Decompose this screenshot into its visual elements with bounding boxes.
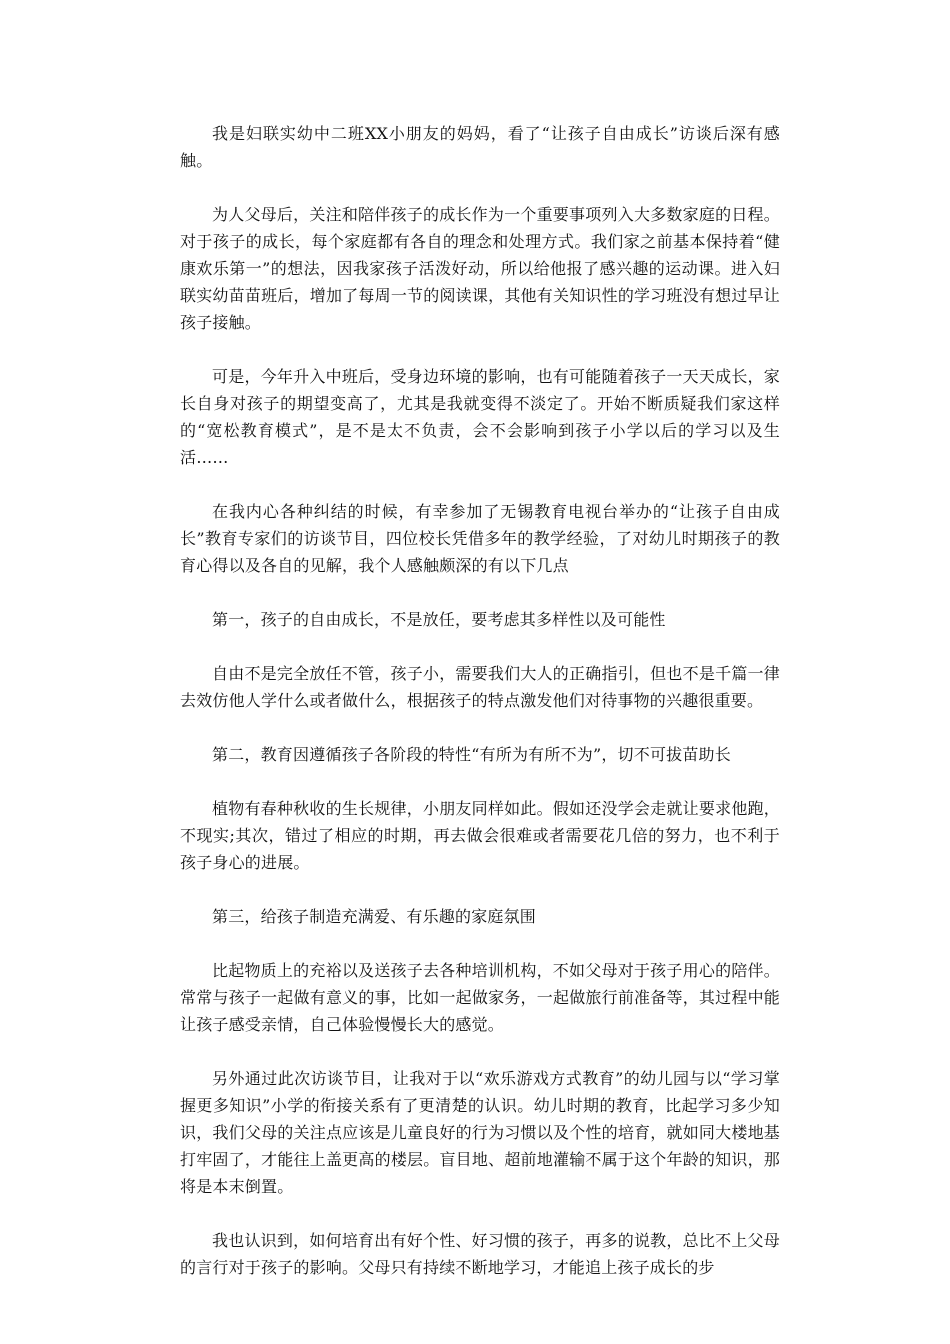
paragraph-intro: 我是妇联实幼中二班XX小朋友的妈妈，看了“让孩子自由成长”访谈后深有感触。 bbox=[180, 124, 780, 170]
point-two-body: 植物有春种秋收的生长规律，小朋友同样如此。假如还没学会走就让要求他跑，不现实;其次，错过了相应的时期，再去做会很难或者需要花几倍的努力，也不利于孩子身心的进展。 bbox=[180, 799, 780, 872]
point-one-body: 自由不是完全放任不管，孩子小，需要我们大人的正确指引，但也不是千篇一律去效仿他人学什么或者做什么，根据孩子的特点激发他们对待事物的兴趣很重要。 bbox=[180, 664, 780, 710]
point-three-heading: 第三，给孩子制造充满爱、有乐趣的家庭氛围 bbox=[212, 907, 537, 926]
point-one-heading: 第一，孩子的自由成长，不是放任，要考虑其多样性以及可能性 bbox=[212, 610, 666, 629]
document-page bbox=[180, 120, 780, 1308]
paragraph-transition: 另外通过此次访谈节目，让我对于以“欢乐游戏方式教育”的幼儿园与以“学习掌握更多知识”小学的衔接关系有了更清楚的认识。幼儿时期的教育，比起学习多少知识，我们父母的关注点应该是儿童良好的行为习惯以及个性的培育，就如同大楼地基打牢固了，才能往上盖更高的楼层。盲目地、超前地灌输不属于这个年龄的知识，那将是本末倒置。 bbox=[180, 1069, 780, 1196]
paragraph-interview: 在我内心各种纠结的时候，有幸参加了无锡教育电视台举办的“让孩子自由成长”教育专家们的访谈节目，四位校长凭借多年的教学经验，了对幼儿时期孩子的教育心得以及各自的见解，我个人感触颇深的有以下几点 bbox=[180, 502, 780, 575]
point-three-body: 比起物质上的充裕以及送孩子去各种培训机构，不如父母对于孩子用心的陪伴。常常与孩子一起做有意义的事，比如一起做家务，一起做旅行前准备等，其过程中能让孩子感受亲情，自己体验慢慢长大的感觉。 bbox=[180, 961, 780, 1034]
paragraph-middle-class: 可是，今年升入中班后，受身边环境的影响，也有可能随着孩子一天天成长，家长自身对孩子的期望变高了，尤其是我就变得不淡定了。开始不断质疑我们家这样的“宽松教育模式”，是不是太不负责，会不会影响到孩子小学以后的学习以及生活…… bbox=[180, 367, 780, 467]
paragraph-parenting: 为人父母后，关注和陪伴孩子的成长作为一个重要事项列入大多数家庭的日程。对于孩子的成长，每个家庭都有各自的理念和处理方式。我们家之前基本保持着“健康欢乐第一”的想法，因我家孩子活泼好动，所以给他报了感兴趣的运动课。进入妇联实幼苗苗班后，增加了每周一节的阅读课，其他有关知识性的学习班没有想过早让孩子接触。 bbox=[180, 205, 780, 332]
point-two-heading: 第二，教育因遵循孩子各阶段的特性“有所为有所不为”，切不可拔苗助长 bbox=[212, 745, 731, 764]
paragraph-conclusion: 我也认识到，如何培育出有好个性、好习惯的孩子，再多的说教，总比不上父母的言行对于孩子的影响。父母只有持续不断地学习，才能追上孩子成长的步 bbox=[180, 1231, 780, 1277]
